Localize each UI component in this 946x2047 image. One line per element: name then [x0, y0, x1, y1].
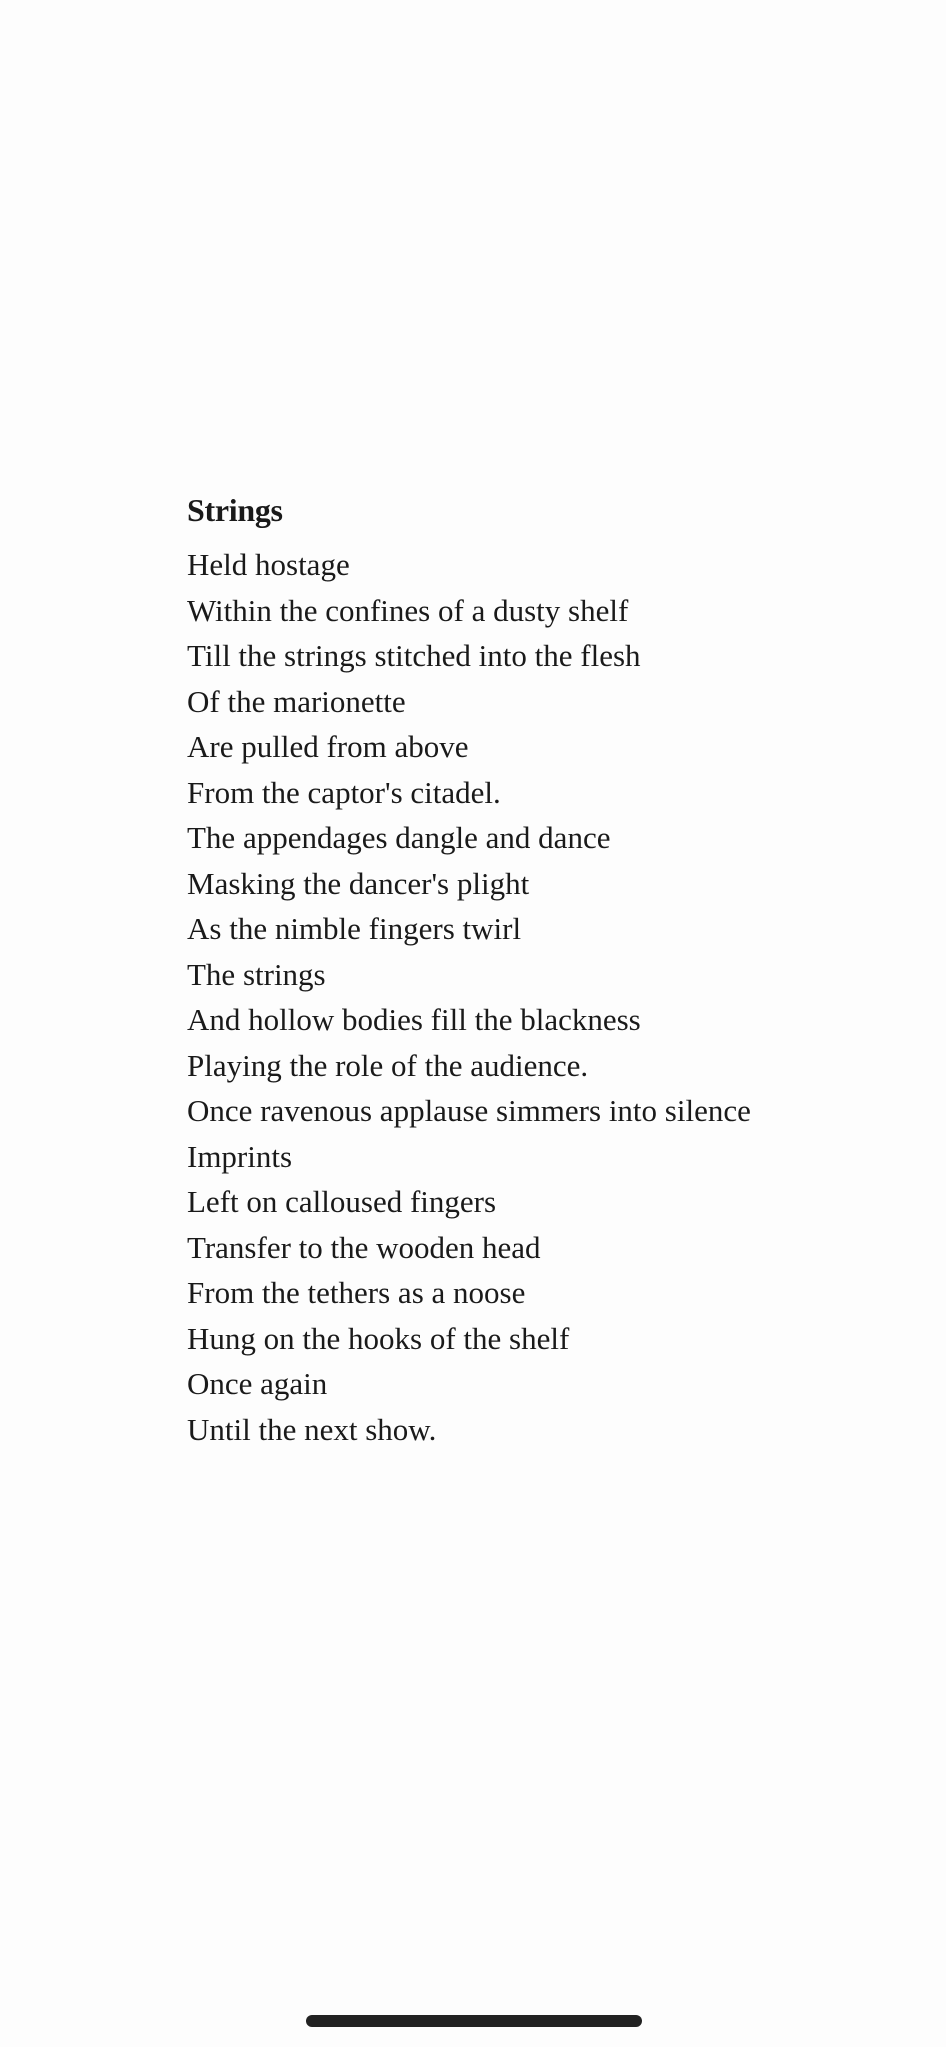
- poem-line: Masking the dancer's plight: [187, 865, 530, 901]
- poem-line: Within the confines of a dusty shelf: [187, 592, 629, 628]
- poem-line: The appendages dangle and dance: [187, 820, 611, 855]
- poem-line: Of the marionette: [187, 683, 406, 719]
- poem-line: From the captor's citadel.: [187, 774, 501, 810]
- poem-line: Are pulled from above: [187, 729, 469, 764]
- poem-line: Once ravenous applause simmers into silence: [187, 1093, 751, 1128]
- poem-line: Transfer to the wooden head: [187, 1229, 541, 1265]
- poem-line: Left on calloused fingers: [187, 1184, 497, 1219]
- poem-line: Once again: [187, 1366, 328, 1401]
- poem-line: Hung on the hooks of the shelf: [187, 1320, 570, 1356]
- poem-line: Till the strings stitched into the flesh: [187, 638, 641, 673]
- poem-line: As the nimble fingers twirl: [187, 911, 522, 946]
- poem-line: Held hostage: [187, 547, 350, 582]
- poem-line: Until the next show.: [187, 1411, 437, 1447]
- poem: [187, 488, 907, 1452]
- poem-line: And hollow bodies fill the blackness: [187, 1002, 641, 1037]
- poem-line: Playing the role of the audience.: [187, 1047, 589, 1083]
- poem-line: From the tethers as a noose: [187, 1275, 526, 1310]
- poem-lines: [187, 542, 907, 1452]
- home-indicator[interactable]: [306, 2015, 642, 2027]
- poem-title: Strings: [187, 492, 283, 528]
- poem-line: The strings: [187, 956, 326, 992]
- poem-line: Imprints: [187, 1138, 293, 1174]
